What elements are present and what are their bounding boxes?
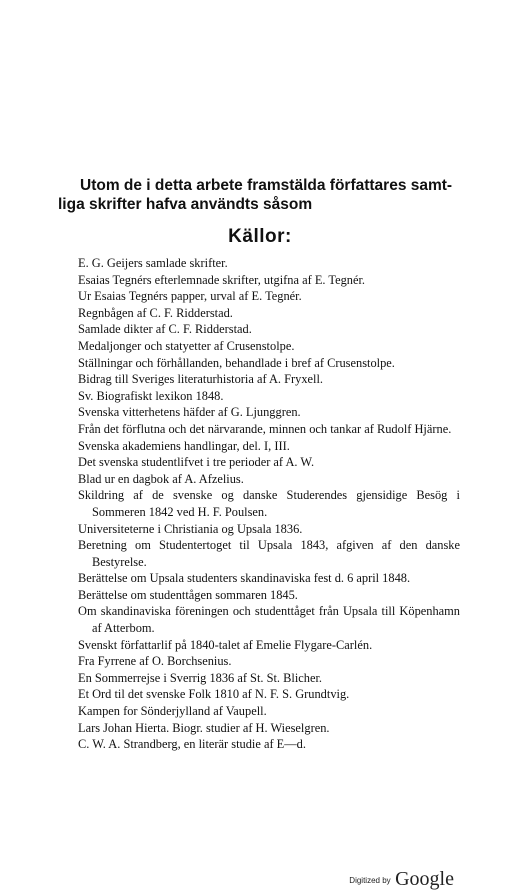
source-entry: Om skandinaviska föreningen och studenttåget från Upsala till Köpenhamn af Atterbom. [78,604,460,636]
google-logo: Google [395,868,454,890]
source-entry: Svenska vitterhetens häfder af G. Ljunggren. [78,405,301,420]
source-entry: Det svenska studentlifvet i tre perioder af A. W. [78,455,315,470]
source-entry: Universiteterne i Christiania og Upsala 1836. [78,521,303,536]
digitized-by-text: Digitized by [349,876,391,885]
source-entry: Blad ur en dagbok af A. Afzelius. [78,471,244,486]
source-entry: En Sommerrejse i Sverrig 1836 af St. St. Blicher. [78,670,322,685]
sources-list [78,255,460,753]
source-entry: Svenskt författarlif på 1840-talet af Emelie Flygare-Carlén. [78,637,373,652]
source-entry: C. W. A. Strandberg, en literär studie af E—d. [78,737,306,752]
source-entry: Ur Esaias Tegnérs papper, urval af E. Tegnér. [78,289,302,304]
source-entry: Et Ord til det svenske Folk 1810 af N. F. S. Grundtvig. [78,687,350,702]
intro-paragraph [58,176,468,214]
source-entry: Bidrag till Sveriges literaturhistoria af A. Fryxell. [78,372,324,387]
source-entry: Svenska akademiens handlingar, del. I, III. [78,438,290,453]
source-entry: Regnbågen af C. F. Ridderstad. [78,305,233,320]
source-entry: Berättelse om Upsala studenters skandinaviska fest d. 6 april 1848. [78,571,411,586]
source-entry: Esaias Tegnérs efterlemnade skrifter, utgifna af E. Tegnér. [78,272,365,287]
source-entry: Fra Fyrrene af O. Borchsenius. [78,654,232,669]
intro-line-1: Utom de i detta arbete framstälda författares samt- [80,177,453,194]
intro-line-2: liga skrifter hafva användts såsom [58,196,313,213]
sources-heading: Källor: [228,226,292,247]
source-entry: Beretning om Studentertoget til Upsala 1843, afgiven af den danske Bestyrelse. [78,538,460,569]
source-entry: E. G. Geijers samlade skrifter. [78,256,228,270]
source-entry: Medaljonger och statyetter af Crusenstolpe. [78,338,295,353]
source-entry: Sv. Biografiskt lexikon 1848. [78,388,224,403]
source-entry: Samlade dikter af C. F. Ridderstad. [78,322,252,337]
source-entry: Ställningar och förhållanden, behandlade i bref af Crusenstolpe. [78,355,395,370]
source-entry: Kampen for Sönderjylland af Vaupell. [78,704,267,719]
digitized-by-google-watermark [349,868,454,891]
source-entry: Lars Johan Hierta. Biogr. studier af H. Wieselgren. [78,720,330,735]
source-entry: Från det förflutna och det närvarande, minnen och tankar af Rudolf Hjärne. [78,421,452,436]
source-entry: Skildring af de svenske og danske Studerendes gjensidige Besög i Sommeren 1842 ved H. F. Poulsen. [78,488,460,519]
source-entry: Berättelse om studenttågen sommaren 1845. [78,587,298,602]
